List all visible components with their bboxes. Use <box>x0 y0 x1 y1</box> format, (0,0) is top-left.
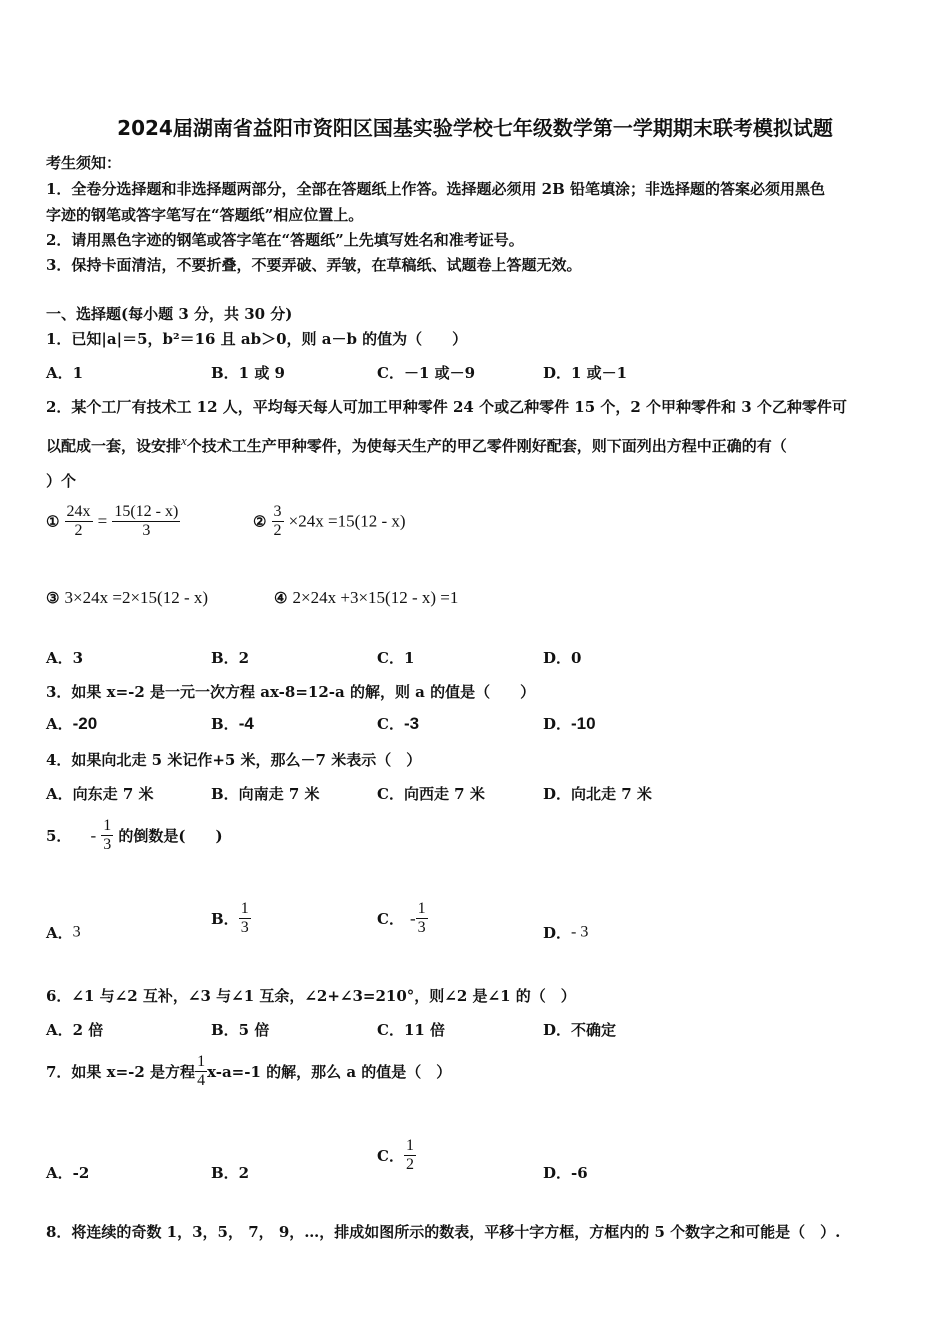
q4-option-b[interactable]: B．向南走 7 米 <box>211 785 320 803</box>
q2-eq4-label: ④ <box>274 589 288 607</box>
question-2-line-3: ）个 <box>46 472 77 490</box>
q3-option-b[interactable] <box>211 713 254 734</box>
q5-b-numerator: 1 <box>240 900 249 917</box>
question-2-line-2 <box>46 433 787 456</box>
q7-numerator: 1 <box>197 1053 206 1070</box>
q6-option-d[interactable]: D．不确定 <box>543 1021 617 1039</box>
q7-denominator: 4 <box>197 1072 206 1089</box>
q3-option-c[interactable] <box>377 713 419 734</box>
question-2-line-1: 2．某个工厂有技术工 12 人，平均每天每人可加工甲种零件 24 个或乙种零件 15 个，2 个甲种零件和 3 个乙种零件可 <box>46 398 847 416</box>
q6-option-c[interactable]: C．11 倍 <box>377 1021 446 1039</box>
question-6-stem: 6．∠1 与∠2 互补，∠3 与∠1 互余，∠2+∠3=210°，则∠2 是∠1 的（ ） <box>46 987 576 1005</box>
q2-variable-x: x <box>181 433 187 448</box>
q5-a-value: 3 <box>72 923 81 941</box>
q2-eq2-denominator: 2 <box>273 522 282 539</box>
question-7-stem <box>46 1053 451 1090</box>
q2-eq3-text: 3×24x =2×15(12 - x) <box>64 588 209 607</box>
q2-option-c[interactable]: C．1 <box>377 649 415 667</box>
q6-option-a[interactable]: A．2 倍 <box>46 1021 104 1039</box>
q2-eq1-right-numerator: 15(12 - x) <box>114 503 179 520</box>
q5-denominator: 3 <box>103 836 112 853</box>
q5-c-label: C． <box>377 910 404 928</box>
q3-a-label: A． <box>46 715 73 733</box>
q2-eq2-rest: ×24x =15(12 - x) <box>288 511 406 531</box>
q5-d-value: - 3 <box>571 923 589 941</box>
q7-c-denominator: 2 <box>405 1156 414 1173</box>
q5-option-d[interactable] <box>543 922 588 943</box>
q3-d-value: -10 <box>571 714 596 733</box>
q2-option-b[interactable]: B．2 <box>211 649 250 667</box>
q3-option-a[interactable] <box>46 713 97 734</box>
q5-c-denominator: 3 <box>417 919 426 936</box>
q2-eq1-equals: = <box>97 511 108 531</box>
q3-option-d[interactable] <box>543 713 596 734</box>
q4-option-a[interactable]: A．向东走 7 米 <box>46 785 154 803</box>
q2-equation-3 <box>46 588 208 608</box>
q7-stem-end: x-a=-1 的解，那么 a 的值是（ ） <box>207 1063 452 1081</box>
question-4-stem: 4．如果向北走 5 米记作+5 米，那么－7 米表示（ ） <box>46 751 422 769</box>
q4-option-d[interactable]: D．向北走 7 米 <box>543 785 652 803</box>
notice-heading: 考生须知： <box>46 154 122 172</box>
q2-eq1-label: ① <box>46 512 60 531</box>
q2-eq1-right-denominator: 3 <box>142 522 151 539</box>
q7-option-a[interactable]: A．-2 <box>46 1164 90 1182</box>
notice-line-2: 2．请用黑色字迹的钢笔或答字笔在“答题纸”上先填写姓名和准考证号。 <box>46 231 524 249</box>
q2-line-2-start: 以配成一套，设安排 <box>46 437 182 455</box>
notice-line-1a: 1．全卷分选择题和非选择题两部分，全部在答题纸上作答。选择题必须用 2B 铅笔填涂；非选择题的答案必须用黑色 <box>46 180 826 198</box>
q3-a-value: -20 <box>72 714 98 733</box>
q5-b-denominator: 3 <box>240 919 249 936</box>
question-5-stem <box>46 817 223 854</box>
q2-line-2-end: 个技术工生产甲种零件，为使每天生产的甲乙零件刚好配套，则下面列出方程中正确的有（ <box>186 437 787 455</box>
q5-c-minus: - <box>409 908 416 928</box>
question-3-stem: 3．如果 x=-2 是一元一次方程 ax-8=12-a 的解，则 a 的值是（ ） <box>46 683 536 701</box>
q3-b-value: -4 <box>238 714 254 733</box>
q5-c-numerator: 1 <box>417 900 426 917</box>
q3-c-value: -3 <box>403 714 420 733</box>
q7-option-d[interactable]: D．-6 <box>543 1164 588 1182</box>
q2-option-d[interactable]: D．0 <box>543 649 582 667</box>
q7-option-b[interactable]: B．2 <box>211 1164 250 1182</box>
q5-number: 5． <box>46 827 72 845</box>
q2-eq2-fraction <box>272 503 284 540</box>
q7-option-c[interactable] <box>377 1137 416 1174</box>
question-1-stem: 1．已知|a|＝5，b²＝16 且 ab＞0，则 a－b 的值为（ ） <box>46 330 468 348</box>
q5-numerator: 1 <box>103 817 112 834</box>
notice-line-3: 3．保持卡面清洁，不要折叠，不要弄破、弄皱，在草稿纸、试题卷上答题无效。 <box>46 256 582 274</box>
page-title: 2024届湖南省益阳市资阳区国基实验学校七年级数学第一学期期末联考模拟试题 <box>117 116 833 140</box>
q2-eq1-left-denominator: 2 <box>74 522 83 539</box>
q1-option-d[interactable]: D．1 或－1 <box>543 364 628 382</box>
q7-c-label: C． <box>377 1147 404 1165</box>
q7-stem-start: 7．如果 x=-2 是方程 <box>46 1063 196 1081</box>
q5-c-fraction <box>416 900 428 937</box>
q5-b-label: B． <box>211 910 239 928</box>
q5-d-label: D． <box>543 924 572 942</box>
section-heading: 一、选择题(每小题 3 分，共 30 分) <box>46 305 293 323</box>
q7-c-numerator: 1 <box>405 1137 414 1154</box>
q2-eq4-text: 2×24x +3×15(12 - x) =1 <box>292 588 459 607</box>
q2-eq1-left-fraction <box>65 503 93 540</box>
q4-option-c[interactable]: C．向西走 7 米 <box>377 785 485 803</box>
question-8-stem: 8．将连续的奇数 1，3，5， 7， 9，…，排成如图所示的数表，平移十字方框，方框内的 5 个数字之和可能是（ ）. <box>46 1223 841 1241</box>
q5-b-fraction <box>239 900 251 937</box>
q5-a-label: A． <box>46 924 73 942</box>
q6-option-b[interactable]: B．5 倍 <box>211 1021 270 1039</box>
q2-eq1-left-numerator: 24x <box>66 503 91 520</box>
q2-eq1-right-fraction <box>112 503 180 540</box>
q5-stem-text: 的倒数是( ) <box>118 827 223 845</box>
q5-option-a[interactable] <box>46 922 81 943</box>
q2-equation-2 <box>253 503 406 540</box>
q1-option-a[interactable]: A．1 <box>46 364 84 382</box>
notice-line-1b: 字迹的钢笔或答字笔写在“答题纸”相应位置上。 <box>46 206 364 224</box>
q2-equation-1 <box>46 503 180 540</box>
q2-eq3-label: ③ <box>46 589 60 607</box>
q5-option-b[interactable] <box>211 900 251 937</box>
q1-option-c[interactable]: C．－1 或－9 <box>377 364 476 382</box>
q3-b-label: B． <box>211 715 239 733</box>
q5-minus: - <box>90 825 97 845</box>
q2-option-a[interactable]: A．3 <box>46 649 84 667</box>
q7-c-fraction <box>404 1137 416 1174</box>
q5-option-c[interactable] <box>377 900 428 937</box>
q7-fraction <box>195 1053 207 1090</box>
q3-c-label: C． <box>377 715 404 733</box>
q2-eq2-label: ② <box>253 512 267 531</box>
q1-option-b[interactable]: B．1 或 9 <box>211 364 285 382</box>
q5-fraction <box>101 817 113 854</box>
q2-eq2-numerator: 3 <box>273 503 282 520</box>
q3-d-label: D． <box>543 715 572 733</box>
q2-equation-4 <box>274 588 458 608</box>
